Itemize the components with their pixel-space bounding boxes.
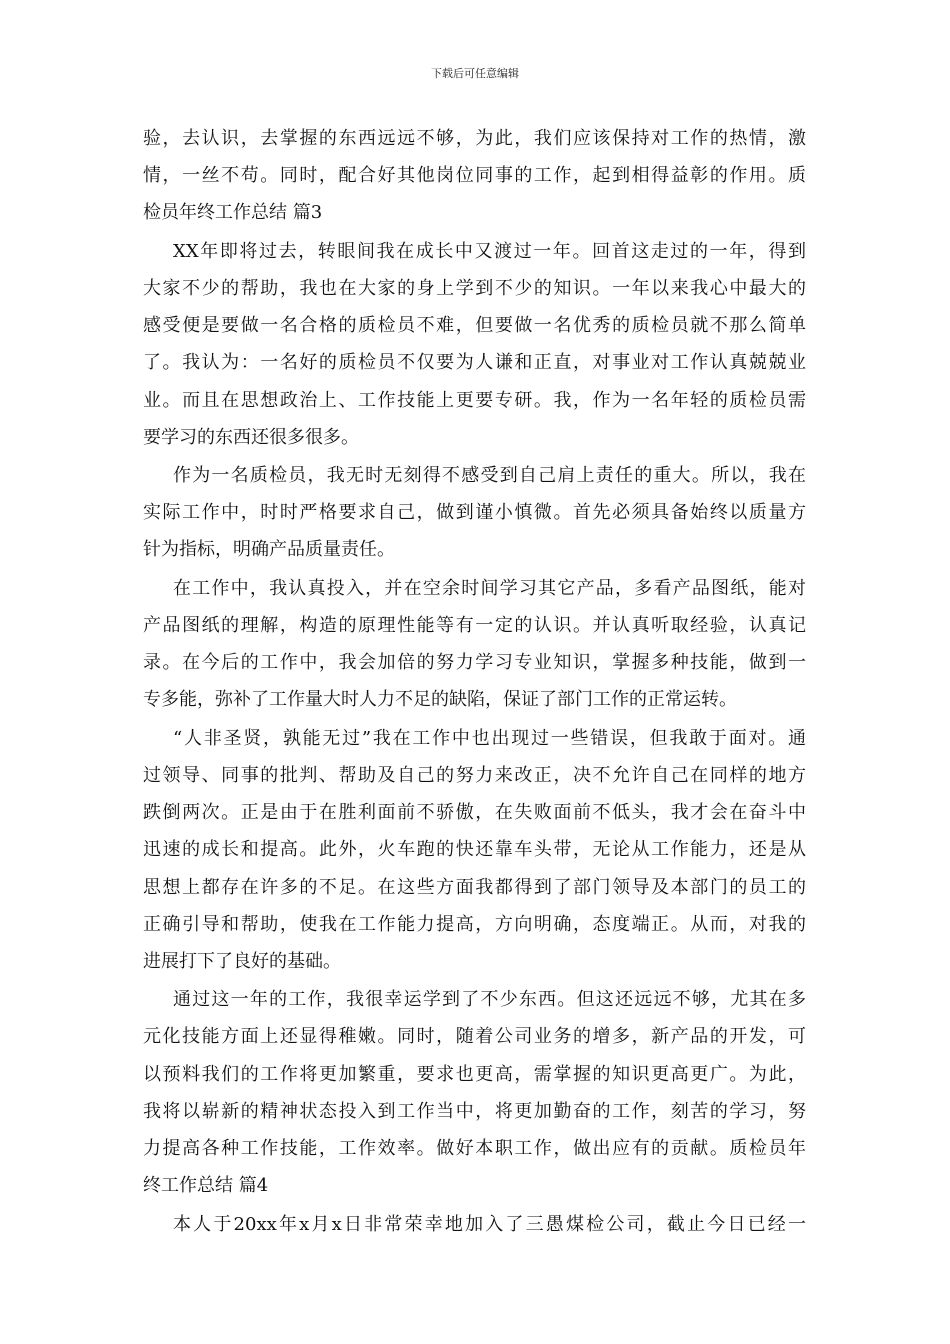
text-line: XX年即将过去，转眼间我在成长中又渡过一年。回首这走过的一年，得到 <box>173 240 806 262</box>
document-body <box>143 120 806 1243</box>
section-heading: 检员年终工作总结 篇3 <box>143 202 323 224</box>
text-line: 力提高各种工作技能，工作效率。做好本职工作，做出应有的贡献。质检员年 <box>143 1138 806 1159</box>
text-line: 通过这一年的工作，我很幸运学到了不少东西。但这还远远不够，尤其在多 <box>173 989 806 1011</box>
text-line: 情，一丝不苟。同时，配合好其他岗位同事的工作，起到相得益彰的作用。质 <box>143 165 806 187</box>
text-line: 过领导、同事的批判、帮助及自己的努力来改正，决不允许自己在同样的地方 <box>143 764 806 786</box>
text-line: 我将以崭新的精神状态投入到工作当中，将更加勤奋的工作，刻苦的学习，努 <box>143 1100 806 1122</box>
text-line: 本人于20xx年x月x日非常荣幸地加入了三愚煤检公司，截止今日已经一 <box>173 1213 806 1235</box>
text-line: 思想上都存在许多的不足。在这些方面我都得到了部门领导及本部门的员工的 <box>143 876 806 898</box>
text-line: 实际工作中，时时严格要求自己，做到谨小慎微。首先必须具备始终以质量方 <box>143 502 806 524</box>
text-line: 感受便是要做一名合格的质检员不难，但要做一名优秀的质检员就不那么简单 <box>143 315 806 337</box>
text-line: 验，去认识，去掌握的东西远远不够，为此，我们应该保持对工作的热情，激 <box>143 128 806 149</box>
text-line: 在工作中，我认真投入，并在空余时间学习其它产品，多看产品图纸，能对 <box>173 577 806 599</box>
page-header: 下载后可任意编辑 <box>431 67 519 80</box>
section-heading: 终工作总结 篇4 <box>143 1175 269 1197</box>
text-line: 进展打下了良好的基础。 <box>143 950 341 972</box>
text-line: 正确引导和帮助，使我在工作能力提高，方向明确，态度端正。从而，对我的 <box>143 913 806 935</box>
text-line: 大家不少的帮助，我也在大家的身上学到不少的知识。一年以来我心中最大的 <box>143 277 806 299</box>
text-line: 迅速的成长和提高。此外，火车跑的快还靠车头带，无论从工作能力，还是从 <box>143 839 806 861</box>
text-line: 作为一名质检员，我无时无刻得不感受到自己肩上责任的重大。所以，我在 <box>173 465 806 487</box>
text-line: 了。我认为：一名好的质检员不仅要为人谦和正直，对事业对工作认真兢兢业 <box>143 352 806 374</box>
text-line: 元化技能方面上还显得稚嫩。同时，随着公司业务的增多，新产品的开发，可 <box>143 1026 806 1048</box>
text-line: 要学习的东西还很多很多。 <box>143 426 359 448</box>
text-line: “人非圣贤，孰能无过”我在工作中也出现过一些错误，但我敢于面对。通 <box>173 727 806 749</box>
text-line: 录。在今后的工作中，我会加倍的努力学习专业知识，掌握多种技能，做到一 <box>143 652 806 674</box>
text-line: 跌倒两次。正是由于在胜利面前不骄傲，在失败面前不低头，我才会在奋斗中 <box>143 802 806 824</box>
text-line: 以预料我们的工作将更加繁重，要求也更高，需掌握的知识更高更广。为此， <box>143 1063 806 1085</box>
text-line: 业。而且在思想政治上、工作技能上更要专研。我，作为一名年轻的质检员需 <box>143 389 806 411</box>
text-line: 专多能，弥补了工作量大时人力不足的缺陷，保证了部门工作的正常运转。 <box>143 689 737 711</box>
text-line: 针为指标，明确产品质量责任。 <box>143 539 395 561</box>
text-line: 产品图纸的理解，构造的原理性能等有一定的认识。并认真听取经验，认真记 <box>143 615 806 636</box>
